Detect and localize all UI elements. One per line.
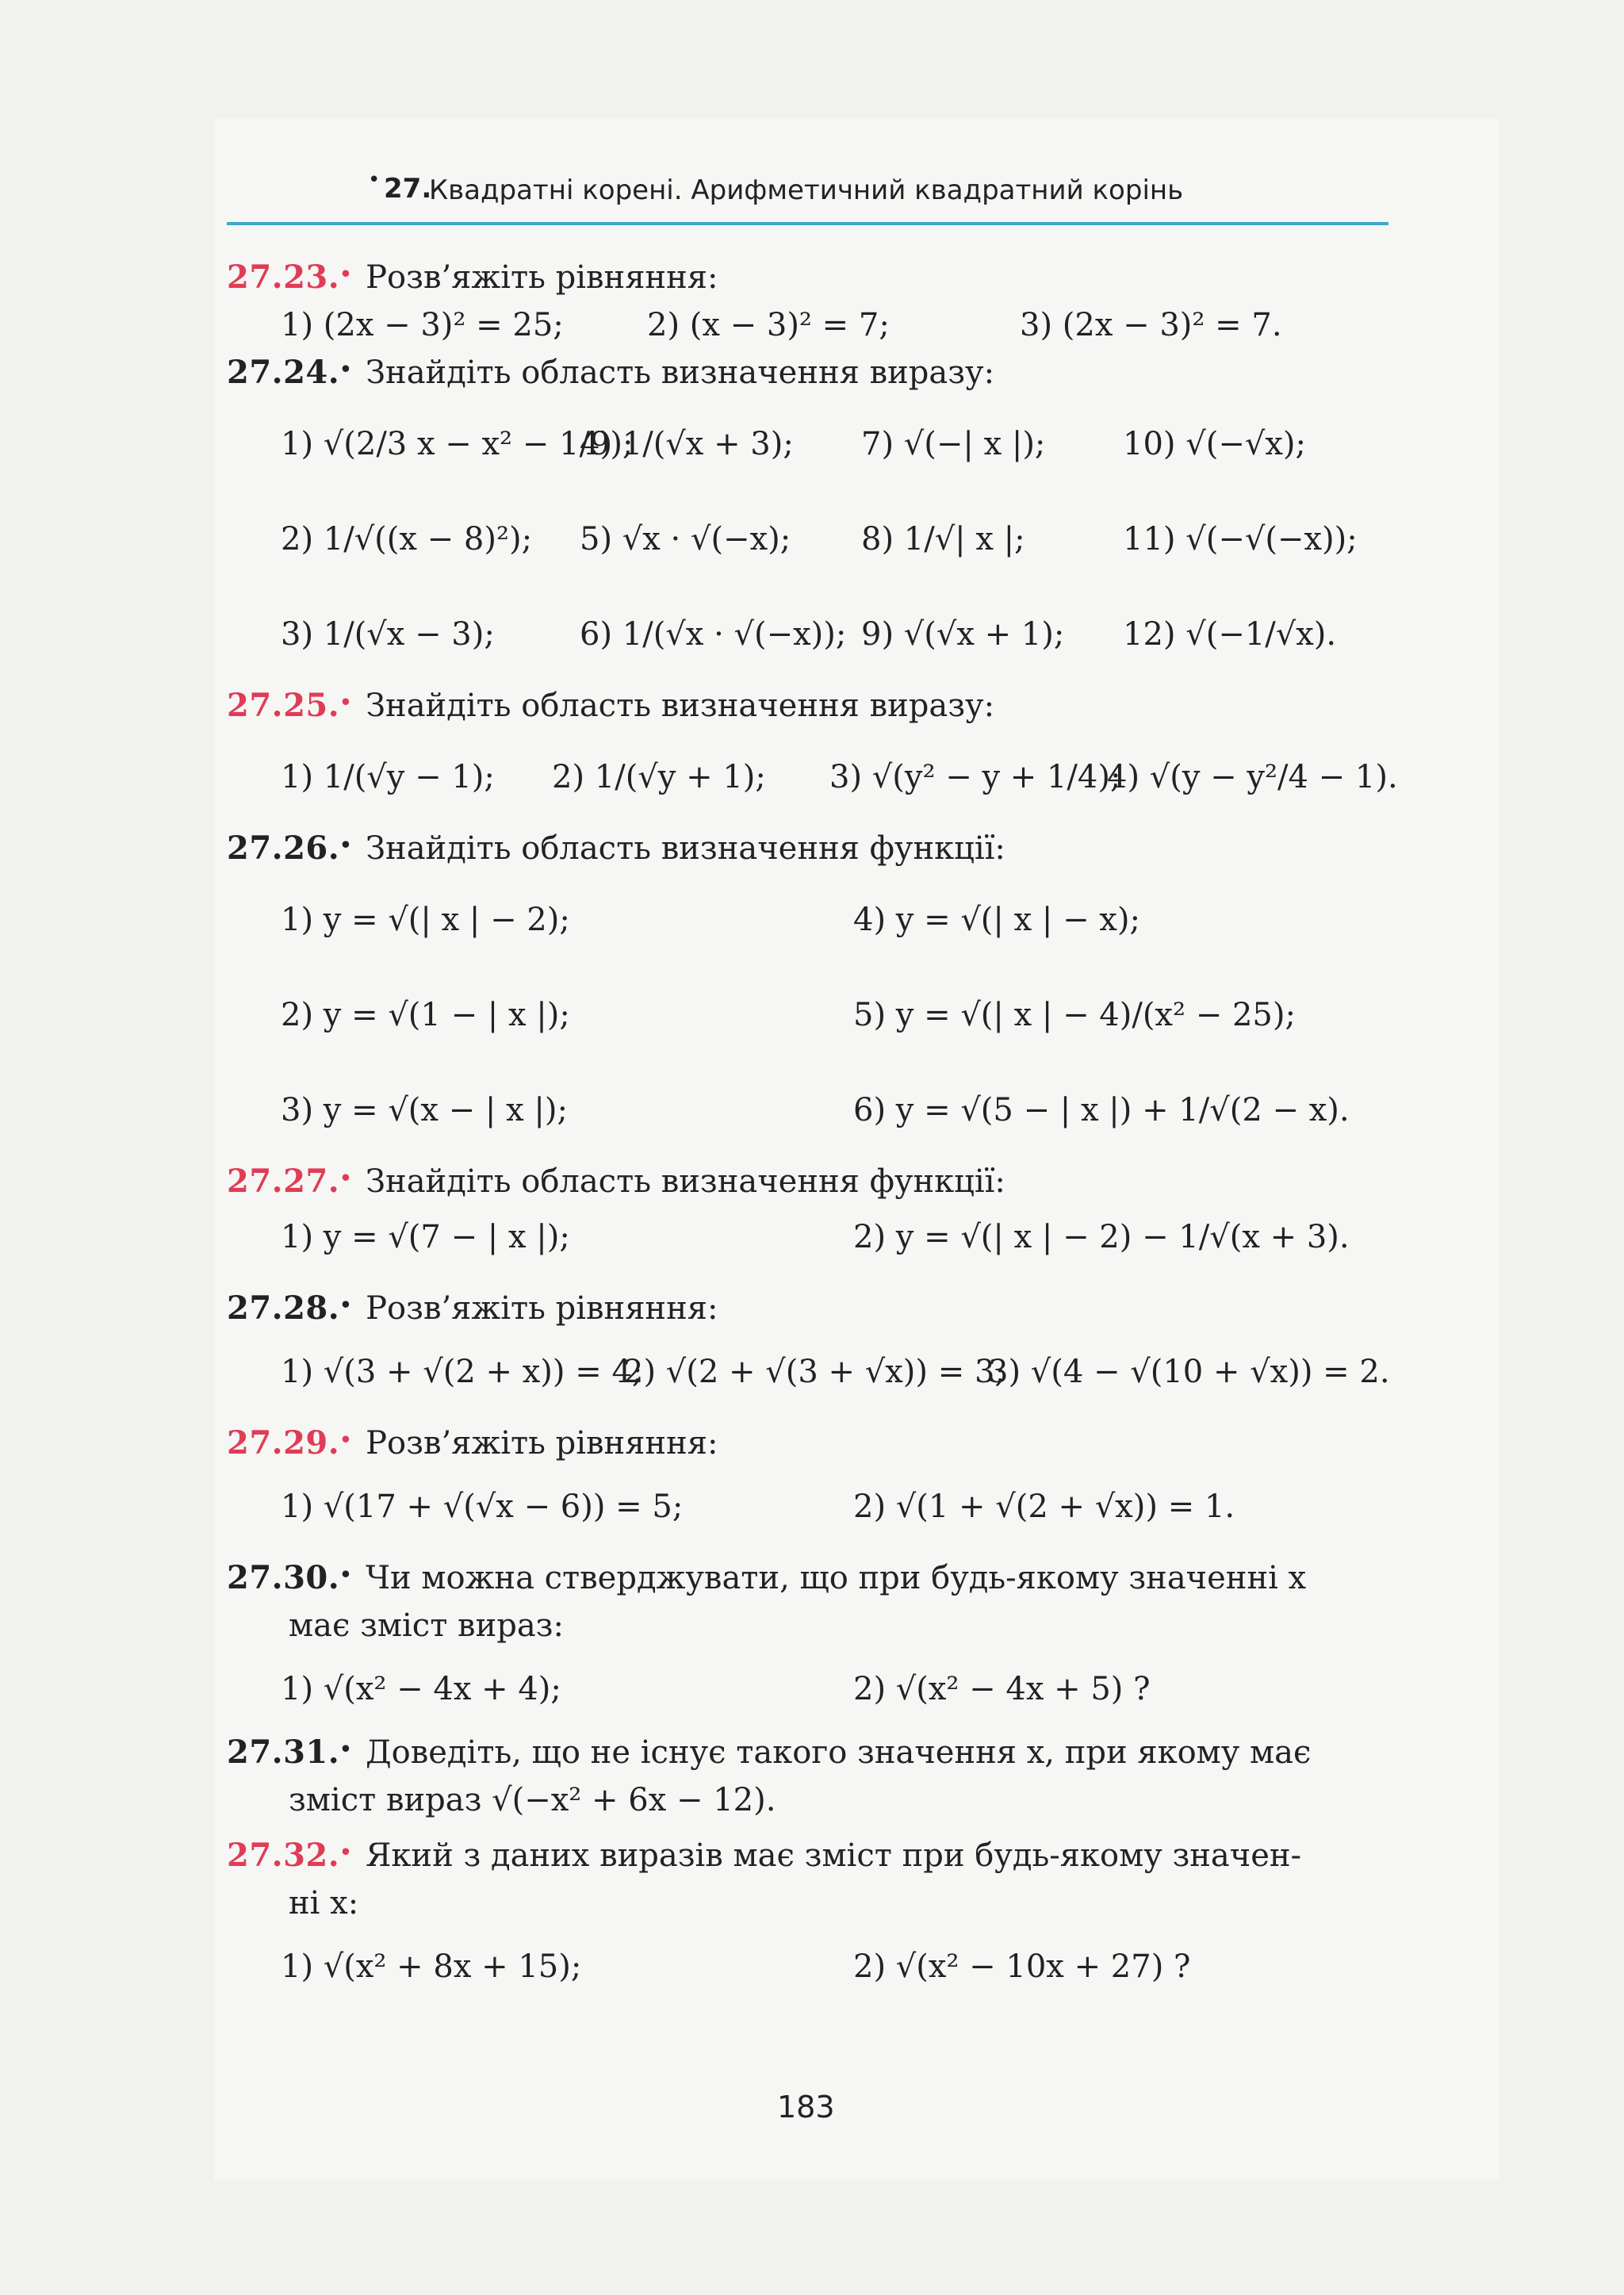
- chapter-header: [227, 167, 1388, 225]
- expression-item: 1) √(2/3 x − x² − 1/9);: [281, 426, 634, 462]
- expression-item: 2) 1/√((x − 8)²);: [281, 521, 533, 557]
- problem-27-27: [227, 1158, 1388, 1285]
- expression-row: [227, 1467, 1388, 1554]
- function-item: 2) y = √(1 − | x |);: [281, 997, 570, 1033]
- function-item: 6) y = √(5 − | x |) + 1/√(2 − x).: [853, 1092, 1350, 1128]
- problem-27-26: [227, 825, 1388, 1158]
- problem-27-25: [227, 682, 1398, 825]
- problem-number: 27.30.•: [227, 1559, 353, 1596]
- header-title: Квадратні корені. Арифметичний квадратний корінь: [429, 174, 1184, 206]
- answer-row: [227, 301, 1388, 349]
- problem-number: 27.26.•: [227, 829, 353, 867]
- problem-prompt-continued: зміст вираз √(−x² + 6x − 12).: [289, 1782, 776, 1818]
- problem-27-31: [227, 1729, 1388, 1832]
- expression-row: [227, 730, 1398, 825]
- expression-item: 11) √(−√(−x));: [1123, 521, 1358, 557]
- problem-prompt: Доведіть, що не існує такого значення x, при якому має: [366, 1734, 1312, 1771]
- expression-item: 9) √(√x + 1);: [861, 616, 1065, 653]
- problem-number: 27.25.•: [227, 687, 353, 724]
- expression-item: 2) √(x² − 4x + 5) ?: [853, 1671, 1151, 1707]
- expression-item: 2) 1/(√y + 1);: [552, 759, 766, 795]
- problem-number: 27.31.•: [227, 1734, 353, 1771]
- function-item: 1) y = √(7 − | x |);: [281, 1219, 570, 1255]
- problem-prompt-continued: ні x:: [289, 1885, 359, 1921]
- expression-row: [227, 1063, 1388, 1158]
- function-item: 2) y = √(| x | − 2) − 1/√(x + 3).: [853, 1219, 1350, 1255]
- expression-row: [227, 397, 1388, 492]
- expression-row: [227, 587, 1388, 682]
- expression-row: [227, 1649, 1388, 1729]
- problem-prompt: Знайдіть область визначення функції:: [366, 1163, 1005, 1200]
- expression-item: 5) √x · √(−x);: [580, 521, 791, 557]
- header-dot: •: [368, 168, 381, 192]
- expression-row: [227, 1927, 1388, 2006]
- function-item: 4) y = √(| x | − x);: [853, 902, 1140, 938]
- equation-item: 1) (2x − 3)² = 25;: [281, 307, 564, 343]
- expression-row: [227, 1332, 1388, 1420]
- problem-number: 27.24.•: [227, 354, 353, 391]
- problem-27-29: [227, 1420, 1388, 1554]
- expression-item: 1) √(x² + 8x + 15);: [281, 1948, 582, 1985]
- equation-item: 2) (x − 3)² = 7;: [647, 307, 890, 343]
- expression-item: 1) 1/(√y − 1);: [281, 759, 495, 795]
- expression-item: 12) √(−1/√x).: [1123, 616, 1337, 653]
- equation-item: 2) √(2 + √(3 + √x)) = 3;: [623, 1354, 1005, 1390]
- problem-number: 27.29.•: [227, 1424, 353, 1462]
- equation-item: 2) √(1 + √(2 + √x)) = 1.: [853, 1488, 1235, 1525]
- problem-prompt: Розв’яжіть рівняння:: [366, 1425, 718, 1462]
- problem-prompt: Розв’яжіть рівняння:: [366, 1290, 718, 1327]
- page-number: 183: [777, 2090, 835, 2125]
- function-item: 5) y = √(| x | − 4)/(x² − 25);: [853, 997, 1296, 1033]
- problem-prompt: Чи можна стверджувати, що при будь-якому значенні x: [366, 1560, 1307, 1596]
- problem-prompt: Знайдіть область визначення виразу:: [366, 354, 995, 391]
- problem-27-24: [227, 349, 1388, 682]
- problem-prompt-continued: має зміст вираз:: [289, 1607, 564, 1644]
- function-item: 1) y = √(| x | − 2);: [281, 902, 570, 938]
- problem-prompt: Розв’яжіть рівняння:: [366, 259, 718, 296]
- problem-27-28: [227, 1285, 1388, 1420]
- problem-number: 27.28.•: [227, 1289, 353, 1327]
- problem-prompt: Який з даних виразів має зміст при будь-якому значен-: [366, 1837, 1302, 1874]
- expression-row: [227, 872, 1388, 967]
- equation-item: 3) (2x − 3)² = 7.: [1020, 307, 1282, 343]
- exercise-list: [227, 254, 1398, 2006]
- equation-item: 3) √(4 − √(10 + √x)) = 2.: [988, 1354, 1390, 1390]
- problem-prompt: Знайдіть область визначення функції:: [366, 830, 1005, 867]
- expression-item: 8) 1/√| x |;: [861, 521, 1025, 557]
- expression-row: [227, 967, 1388, 1063]
- expression-item: 6) 1/(√x · √(−x));: [580, 616, 847, 653]
- expression-item: 4) 1/(√x + 3);: [580, 426, 794, 462]
- expression-item: 1) √(x² − 4x + 4);: [281, 1671, 561, 1707]
- problem-number: 27.27.•: [227, 1163, 353, 1200]
- expression-item: 2) √(x² − 10x + 27) ?: [853, 1948, 1191, 1985]
- expression-row: [227, 492, 1388, 587]
- equation-item: 1) √(17 + √(√x − 6)) = 5;: [281, 1488, 684, 1525]
- expression-item: 3) 1/(√x − 3);: [281, 616, 495, 653]
- expression-item: 10) √(−√x);: [1123, 426, 1306, 462]
- expression-item: 3) √(y² − y + 1/4);: [829, 759, 1121, 795]
- problem-number: 27.32.•: [227, 1837, 353, 1874]
- problem-27-23: [227, 254, 1388, 349]
- expression-item: 7) √(−| x |);: [861, 426, 1046, 462]
- header-section-number: 27.: [384, 173, 432, 205]
- problem-prompt: Знайдіть область визначення виразу:: [366, 688, 995, 724]
- function-item: 3) y = √(x − | x |);: [281, 1092, 568, 1128]
- expression-row: [227, 1205, 1388, 1285]
- equation-item: 1) √(3 + √(2 + x)) = 4;: [281, 1354, 643, 1390]
- problem-27-30: [227, 1554, 1388, 1729]
- problem-number: 27.23.•: [227, 259, 353, 296]
- expression-item: 4) √(y − y²/4 − 1).: [1107, 759, 1398, 795]
- problem-27-32: [227, 1832, 1388, 2006]
